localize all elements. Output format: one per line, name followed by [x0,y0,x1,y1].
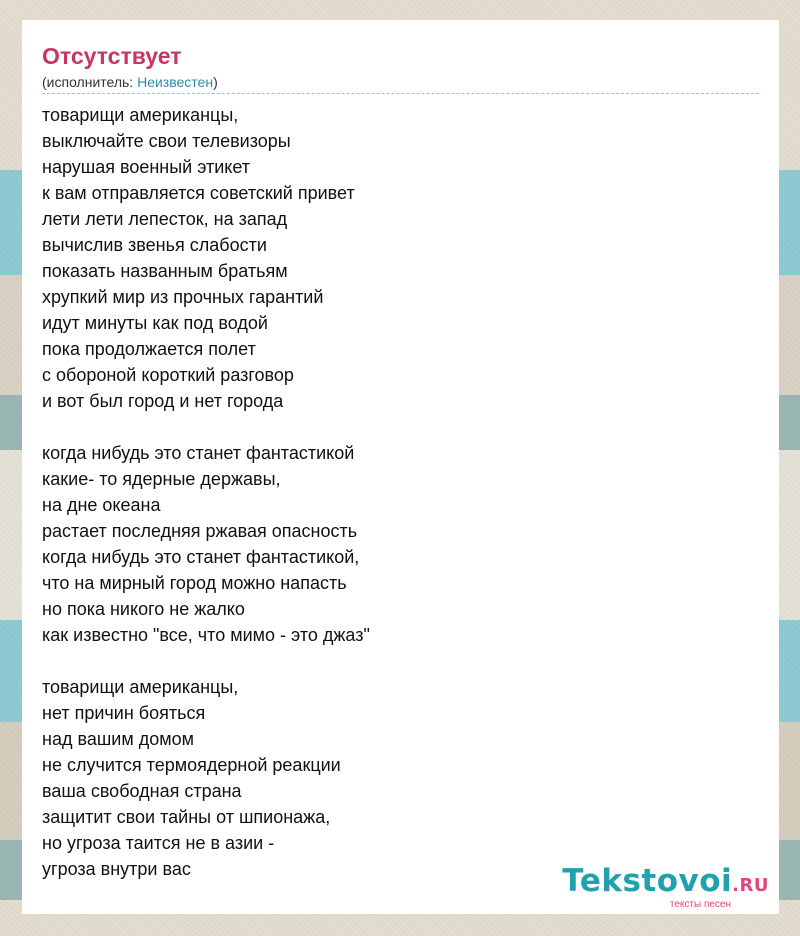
lyric-line: товарищи американцы, [42,677,239,697]
song-title: Отсутствует [42,43,182,69]
lyric-line: защитит свои тайны от шпионажа, [42,807,331,827]
lyric-line: но пока никого не жалко [42,599,245,619]
lyric-line: что на мирный город можно напасть [42,573,347,593]
lyric-line: выключайте свои телевизоры [42,131,291,151]
logo-tld: .RU [732,875,769,896]
lyric-line: хрупкий мир из прочных гарантий [42,287,324,307]
stanza-gap [42,414,759,440]
lyric-line: не случится термоядерной реакции [42,755,341,775]
lyric-line: когда нибудь это станет фантастикой, [42,547,360,567]
logo-wordmark [562,864,769,903]
lyric-line: ваша свободная страна [42,781,242,801]
site-logo[interactable] [562,864,769,910]
lyric-line: как известно "все, что мимо - это джаз" [42,625,370,645]
lyric-line: над вашим домом [42,729,194,749]
artist-line [42,73,759,94]
lyrics-body [42,102,759,882]
lyric-line: растает последняя ржавая опасность [42,521,358,541]
lyric-line: когда нибудь это станет фантастикой [42,443,355,463]
stanza-gap [42,648,759,674]
lyric-line: нарушая военный этикет [42,157,251,177]
lyric-line: вычислив звенья слабости [42,235,267,255]
lyric-line: идут минуты как под водой [42,313,268,333]
lyric-line: к вам отправляется советский привет [42,183,355,203]
lyric-line: лети лети лепесток, на запад [42,209,288,229]
lyric-line: но угроза таится не в азии - [42,833,275,853]
lyric-line: и вот был город и нет города [42,391,284,411]
lyric-line: на дне океана [42,495,161,515]
logo-tagline: тексты песен [669,899,731,910]
lyric-line: нет причин бояться [42,703,206,723]
lyric-line: товарищи американцы, [42,105,239,125]
lyrics-card [22,20,779,914]
lyric-line: угроза внутри вас [42,859,191,879]
artist-suffix: ) [213,74,218,90]
lyric-line: с обороной короткий разговор [42,365,294,385]
artist-link[interactable]: Неизвестен [137,74,214,90]
lyric-line: показать названным братьям [42,261,288,281]
lyric-line: какие- то ядерные державы, [42,469,281,489]
artist-prefix: (исполнитель: [42,74,138,90]
logo-brand: Tekstovoi [562,863,733,899]
lyric-line: пока продолжается полет [42,339,256,359]
